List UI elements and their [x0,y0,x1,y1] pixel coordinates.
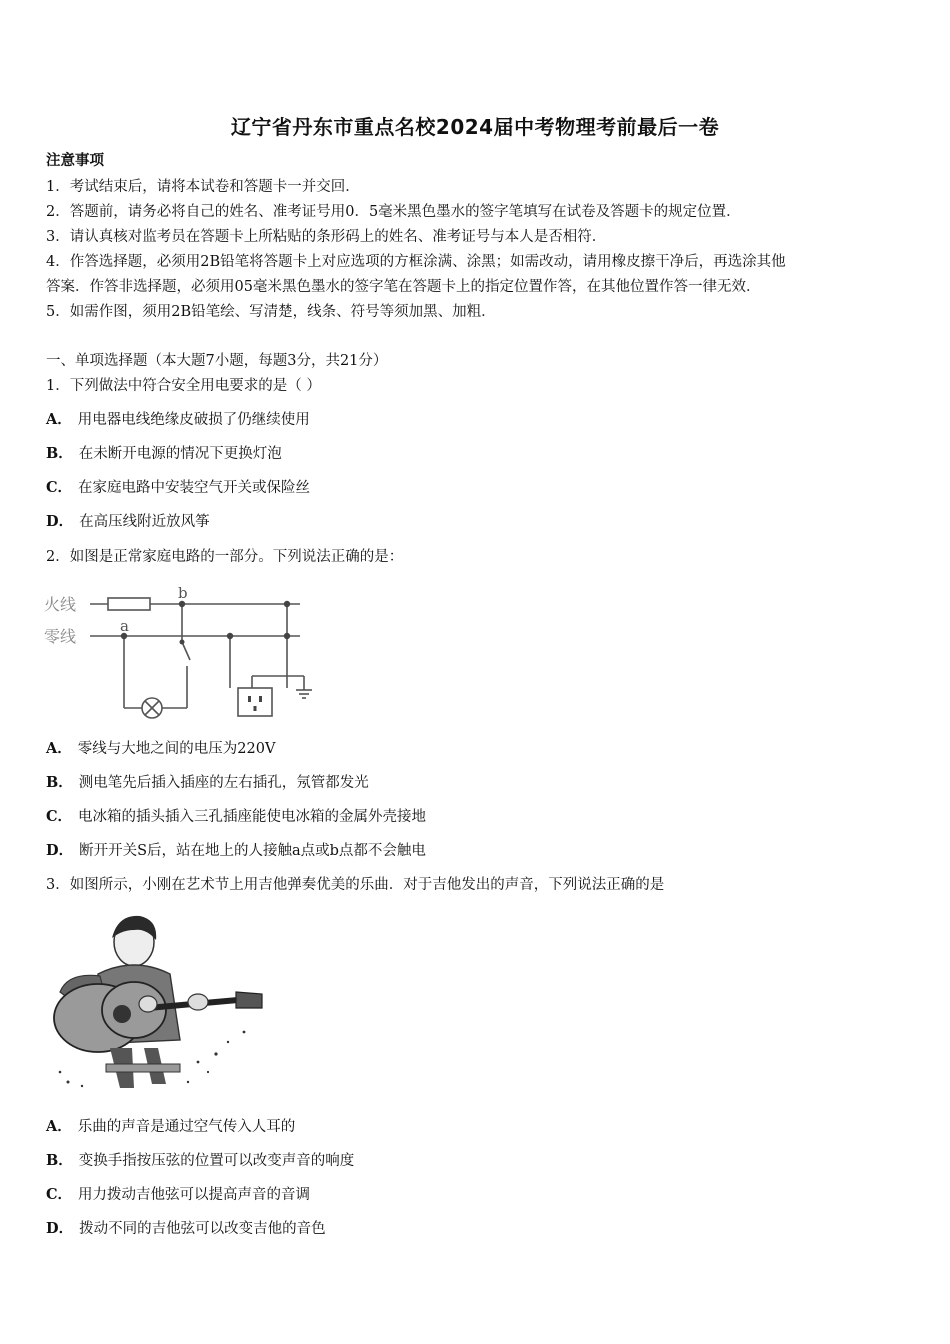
notice-item: 5．如需作图，须用2B铅笔绘、写清楚，线条、符号等须加黑、加粗． [46,304,496,320]
notice-item: 4．作答选择题，必须用2B铅笔将答题卡上对应选项的方框涂满、涂黑；如需改动，请用橡皮擦干净后，再选涂其他 [46,254,786,270]
option-text: 电冰箱的插头插入三孔插座能使电冰箱的金属外壳接地 [78,809,427,825]
socket-hole [248,696,251,702]
notice-item: 3．请认真核对监考员在答题卡上所粘贴的条形码上的姓名、准考证号与本人是否相符． [46,229,607,245]
option-d [46,512,210,532]
point-b-label: b [178,584,188,602]
option-text: 在未断开电源的情况下更换灯泡 [78,446,282,462]
switch-blade [182,642,190,660]
live-label: 火线 [44,595,77,614]
option-c [46,807,426,827]
option-letter: A． [46,411,72,428]
neutral-label: 零线 [44,627,77,646]
option-a [46,410,310,430]
guitar-headstock [236,992,262,1008]
option-b [46,1151,354,1171]
guitar-player-illustration [48,912,270,1097]
notice-heading: 注意事项 [46,152,104,169]
option-letter: D． [46,1220,74,1237]
junction-dot [284,601,290,607]
point-a-label: a [120,617,129,635]
option-c [46,1185,310,1205]
junction-dot [284,633,290,639]
notice-item: 2．答题前，请务必将自己的姓名、准考证号用0．5毫米黑色墨水的签字笔填写在试卷及答题卡的规定位置． [46,204,741,220]
question-3-stem: 3．如图所示，小刚在艺术节上用吉他弹奏优美的乐曲．对于吉他发出的声音，下列说法正确的是 [46,877,665,893]
option-letter: C． [46,479,73,496]
notice-item: 答案．作答非选择题，必须用05毫米黑色墨水的签字笔在答题卡上的指定位置作答，在其他位置作答一律无效． [46,279,761,295]
circuit-diagram [42,580,312,725]
option-letter: C． [46,1186,73,1203]
option-letter: A． [46,1118,72,1135]
section-heading: 一、单项选择题（本大题7小题，每题3分，共21分） [46,353,388,369]
sound-hole [113,1005,131,1023]
option-d [46,1219,326,1239]
option-text: 在高压线附近放风筝 [79,514,210,530]
question-2-stem: 2．如图是正常家庭电路的一部分。下列说法正确的是： [46,549,404,565]
socket-hole [254,706,257,711]
option-text: 断开开关S后，站在地上的人接触a点或b点都不会触电 [79,843,426,859]
option-letter: D． [46,513,74,530]
option-text: 用电器电线绝缘皮破损了仍继续使用 [77,412,310,428]
three-pin-socket [238,688,272,716]
question-1-stem: 1．下列做法中符合安全用电要求的是（ ） [46,378,321,394]
option-letter: D． [46,842,74,859]
option-letter: B． [46,774,73,791]
option-b [46,773,369,793]
option-text: 在家庭电路中安装空气开关或保险丝 [78,480,311,496]
option-b [46,444,282,464]
notice-item: 1．考试结束后，请将本试卷和答题卡一并交回． [46,179,360,195]
option-letter: C． [46,808,73,825]
switch-contact [180,640,185,645]
option-text: 零线与大地之间的电压为220V [77,741,276,757]
option-letter: A． [46,740,72,757]
option-letter: B． [46,1152,73,1169]
option-text: 变换手指按压弦的位置可以改变声音的响度 [78,1153,355,1169]
page-title: 辽宁省丹东市重点名校2024届中考物理考前最后一卷 [230,115,720,139]
junction-dot [227,633,233,639]
socket-hole [259,696,262,702]
option-text: 乐曲的声音是通过空气传入人耳的 [77,1119,296,1135]
option-d [46,841,426,861]
option-letter: B． [46,445,73,462]
option-c [46,478,310,498]
option-text: 测电笔先后插入插座的左右插孔，氖管都发光 [78,775,369,791]
option-text: 拨动不同的吉他弦可以改变吉他的音色 [79,1221,326,1237]
option-a [46,739,275,759]
option-a [46,1117,295,1137]
fuse [108,598,150,610]
option-text: 用力拨动吉他弦可以提高声音的音调 [78,1187,311,1203]
